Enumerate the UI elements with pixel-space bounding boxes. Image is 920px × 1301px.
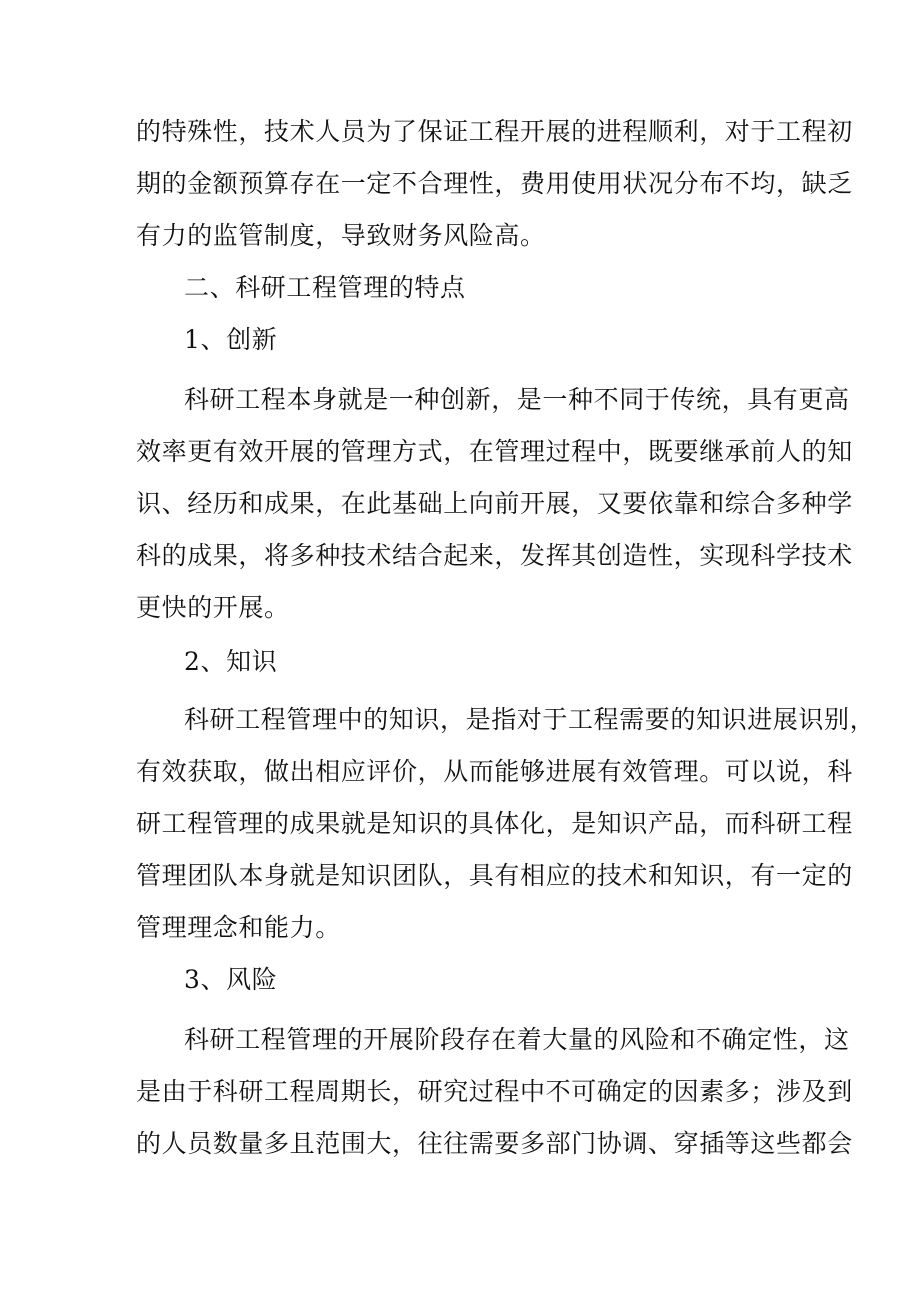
paragraph-line: 识、经历和成果，在此基础上向前开展，又要依靠和综合多种学 xyxy=(136,489,853,518)
paragraph-line: 有力的监管制度，导致财务风险高。 xyxy=(136,221,546,250)
item-heading-risk: 3、风险 xyxy=(184,965,278,994)
paragraph-line: 管理理念和能力。 xyxy=(136,913,341,942)
paragraph-line: 更快的开展。 xyxy=(136,593,290,622)
item-heading-innovation: 1、创新 xyxy=(184,325,278,354)
paragraph-line: 科的成果，将多种技术结合起来，发挥其创造性，实现科学技术 xyxy=(136,541,853,570)
section-heading: 二、科研工程管理的特点 xyxy=(184,273,466,302)
paragraph-line: 有效获取，做出相应评价，从而能够进展有效管理。可以说，科 xyxy=(136,757,853,786)
paragraph-line: 管理团队本身就是知识团队，具有相应的技术和知识，有一定的 xyxy=(136,861,853,890)
paragraph-line: 的人员数量多且范围大，往往需要多部门协调、穿插等这些都会 xyxy=(136,1129,853,1158)
paragraph-line: 效率更有效开展的管理方式，在管理过程中，既要继承前人的知 xyxy=(136,437,853,466)
paragraph-line: 期的金额预算存在一定不合理性，费用使用状况分布不均，缺乏 xyxy=(136,169,853,198)
paragraph-line: 科研工程管理的开展阶段存在着大量的风险和不确定性，这 xyxy=(184,1025,850,1054)
paragraph-line: 的特殊性，技术人员为了保证工程开展的进程顺利，对于工程初 xyxy=(136,117,853,146)
paragraph-line: 科研工程本身就是一种创新，是一种不同于传统，具有更高 xyxy=(184,385,850,414)
paragraph-line: 研工程管理的成果就是知识的具体化，是知识产品，而科研工程 xyxy=(136,809,853,838)
paragraph-line: 科研工程管理中的知识，是指对于工程需要的知识进展识别， xyxy=(184,705,876,734)
item-heading-knowledge: 2、知识 xyxy=(184,647,278,676)
paragraph-line: 是由于科研工程周期长，研究过程中不可确定的因素多；涉及到 xyxy=(136,1077,853,1106)
